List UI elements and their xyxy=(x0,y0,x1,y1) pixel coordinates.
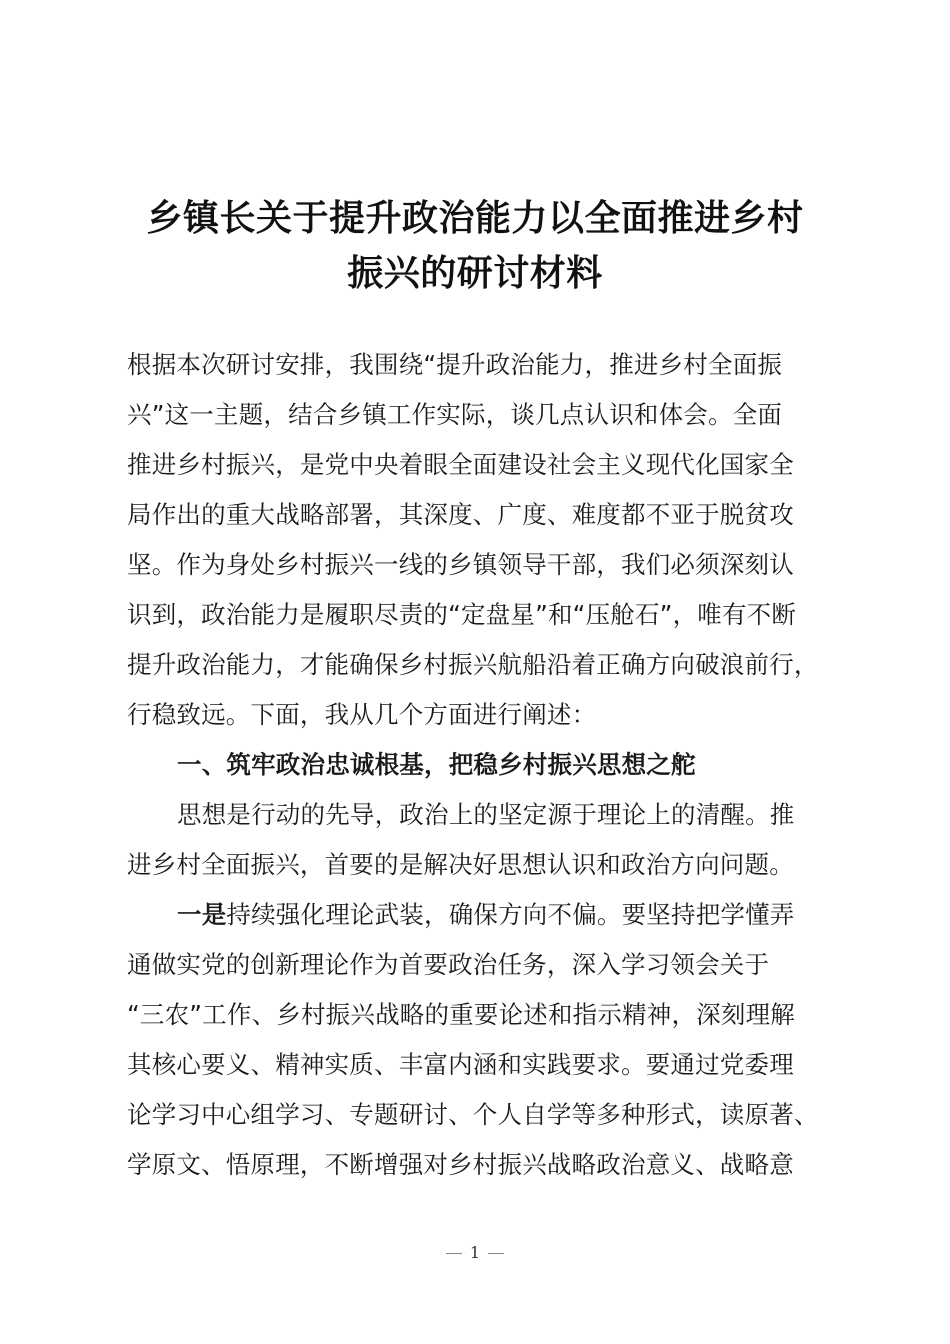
intro-line: 兴”这一主题，结合乡镇工作实际，谈几点认识和体会。全面 xyxy=(127,400,783,429)
footer-dash-left xyxy=(446,1253,462,1254)
document-title-line-2: 振兴的研讨材料 xyxy=(347,253,603,294)
point-first-line xyxy=(177,896,795,931)
footer-dash-right xyxy=(488,1253,504,1254)
point-line: 学原文、悟原理，不断增强对乡村振兴战略政治意义、战略意 xyxy=(127,1150,794,1179)
point-lead: 一是 xyxy=(177,900,227,929)
intro-line: 识到，政治能力是履职尽责的“定盘星”和“压舱石”，唯有不断 xyxy=(127,600,797,629)
point-line: 论学习中心组学习、专题研讨、个人自学等多种形式，读原著、 xyxy=(127,1100,819,1129)
intro-line: 坚。作为身处乡村振兴一线的乡镇领导干部，我们必须深刻认 xyxy=(127,550,794,579)
section-heading: 一、筑牢政治忠诚根基，把稳乡村振兴思想之舵 xyxy=(177,750,696,779)
intro-line: 提升政治能力，才能确保乡村振兴航船沿着正确方向破浪前行， xyxy=(127,650,819,679)
section-para-line: 进乡村全面振兴，首要的是解决好思想认识和政治方向问题。 xyxy=(127,850,794,879)
intro-line: 推进乡村振兴，是党中央着眼全面建设社会主义现代化国家全 xyxy=(127,450,794,479)
section-para-line: 思想是行动的先导，政治上的坚定源于理论上的清醒。推 xyxy=(177,800,795,829)
intro-line: 行稳致远。下面，我从几个方面进行阐述： xyxy=(127,700,597,729)
point-line: “三农”工作、乡村振兴战略的重要论述和指示精神，深刻理解 xyxy=(127,1000,795,1029)
intro-line: 根据本次研讨安排，我围绕“提升政治能力，推进乡村全面振 xyxy=(127,350,783,379)
point-line: 通做实党的创新理论作为首要政治任务，深入学习领会关于 xyxy=(127,950,770,979)
document-title-line-1: 乡镇长关于提升政治能力以全面推进乡村 xyxy=(146,198,804,239)
page-footer xyxy=(0,1243,950,1262)
intro-line: 局作出的重大战略部署，其深度、广度、难度都不亚于脱贫攻 xyxy=(127,500,794,529)
page-number: 1 xyxy=(469,1243,481,1262)
point-first-line-text: 持续强化理论武装，确保方向不偏。要坚持把学懂弄 xyxy=(226,900,795,929)
point-line: 其核心要义、精神实质、丰富内涵和实践要求。要通过党委理 xyxy=(127,1050,794,1079)
